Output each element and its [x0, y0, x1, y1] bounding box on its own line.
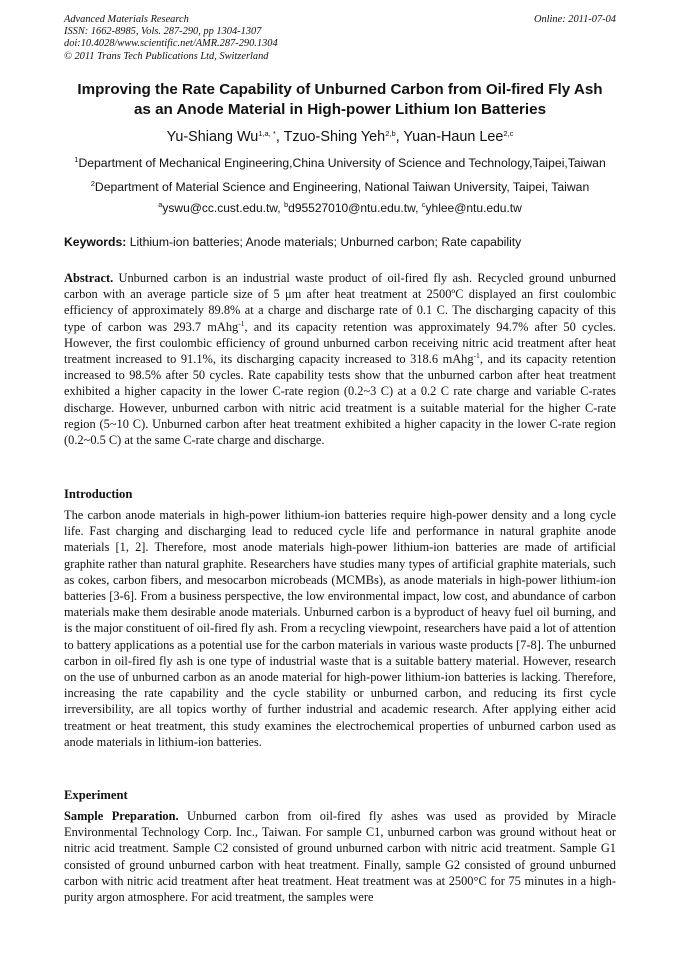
keywords — [64, 235, 616, 250]
introduction-heading: Introduction — [64, 487, 133, 501]
author-separator: , — [275, 129, 284, 145]
abstract-text-2: , and its capacity retention was approximately 94.7% after 50 cycles. However, the first coulombic efficiency of ground unburned carbon receiving nitric acid treatment after heat treatment increased to 91.1%, its discharging capacity increased to 318.6 mAhg — [64, 319, 616, 367]
author-affiliation-mark: 2,b — [385, 129, 396, 138]
author-name: Yu-Shiang Wu — [166, 129, 259, 145]
doi-line: doi:10.4028/www.scientific.net/AMR.287-290.1304 — [64, 38, 278, 50]
abstract-label: Abstract. — [64, 271, 114, 285]
author-name: Tzuo-Shing Yeh — [283, 129, 386, 145]
abstract — [64, 270, 616, 448]
keywords-text: Lithium-ion batteries; Anode materials; Unburned carbon; Rate capability — [126, 235, 522, 249]
email-c[interactable]: yhlee@ntu.edu.tw — [425, 201, 522, 215]
author-name: Yuan-Haun Lee — [403, 129, 504, 145]
sample-preparation-text: Unburned carbon from oil-fired fly ashes was used as provided by Miracle Environmental Technology Corp. Inc., Taiwan. For sample C1, unburned carbon was ground without heat or nitric acid treatment. Sample C2 consisted of ground unburned carbon with nitric acid treatment. Sample G1 consisted of ground unburned carbon with heat treatment. Finally, sample G2 consisted of ground unburned carbon with nitric acid treatment after heat treatment. Heat treatment was at 2500°C for 75 minutes in a high-purity argon atmosphere. For acid treatment, the samples were — [64, 809, 617, 905]
unit-exponent: -1 — [238, 318, 245, 328]
affiliation-number: 2 — [90, 179, 95, 188]
email-a[interactable]: yswu@cc.cust.edu.tw, — [162, 201, 284, 215]
email-mark: a — [158, 200, 163, 209]
title-line-2: as an Anode Material in High-power Lithium Ion Batteries — [133, 101, 547, 118]
author-emails — [40, 201, 640, 216]
abstract-text-1: Unburned carbon is an industrial waste product of oil-fired fly ash. Recycled ground unburned carbon with an average particle size of 5 μm after heat treatment at 2500ºC displayed an first coulombic efficiency of approximately 89.8% at a charge and discharge rate of 0.1 C. The discharging capacity of this type of carbon was 293.7 mAhg — [64, 271, 616, 334]
paper-title — [56, 80, 624, 120]
email-mark: c — [421, 200, 426, 209]
author-affiliation-mark: 1,a, * — [258, 129, 276, 138]
journal-header — [64, 14, 616, 63]
affiliation-number: 1 — [74, 155, 79, 164]
author-affiliation-mark: 2,c — [503, 129, 514, 138]
affiliation-1 — [40, 156, 640, 171]
introduction-text: The carbon anode materials in high-power lithium-ion batteries require high-power density and a long cycle life. Fast charging and discharging lead to reduced cycle life and performance in natural graphite anode materials [1, 2]. Therefore, most anode materials high-power lithium-ion batteries are made of artificial graphite rather than natural graphite. Researchers have studies many types of artificial graphite materials, such as cokes, carbon fibers, and mesocarbon microbeads (MCMBs), as anode materials in high-power lithium-ion batteries [3-6]. From a business perspective, the low environmental impact, low cost, and abundance of carbon materials make them desirable anode materials. Unburned carbon is a byproduct of heavy fuel oil burning, and is the major constituent of oil-fired fly ash. From a recycling viewpoint, researchers have paid a lot of attention to battery applications as a potential use for the carbon materials in various waste products [7-8]. The unburned carbon in oil-fired fly ash is one type of industrial waste that is a suitable battery material. However, research on the use of unburned carbon as an anode material for high-power lithium-ion batteries is lacking. Therefore, increasing the rate capability and the cycle stability or unburned carbon, and reducing its first cycle irreversibility, are all topics worthy of further industrial and academic research. After applying either acid treatment or heat treatment, this study examines the electrochemical properties of unburned carbon used as anode materials in lithium-ion batteries. — [64, 508, 616, 749]
abstract-text-3: , and its capacity retention increased to 98.5% after 50 cycles. Rate capability tests show that the unburned carbon after heat treatment exhibited a higher capacity in the lower C-rate region (0.2~3 C) at a 0.2 C rate charge and variable C-rates discharge. However, unburned carbon with nitric acid treatment is a suitable material for the higher C-rate region (5~10 C). Unburned carbon after heat treatment exhibited a higher capacity in the lower C-rate region (0.2~0.5 C) at the same C-rate charge and discharge. — [64, 352, 616, 448]
author-list — [40, 128, 640, 146]
copyright-line: © 2011 Trans Tech Publications Ltd, Switzerland — [64, 50, 269, 62]
affiliation-2 — [40, 180, 640, 195]
experiment-heading: Experiment — [64, 788, 128, 802]
author-separator: , — [395, 129, 404, 145]
email-b[interactable]: d95527010@ntu.edu.tw, — [288, 201, 422, 215]
journal-name: Advanced Materials Research — [64, 14, 189, 25]
sample-preparation-label: Sample Preparation. — [64, 809, 179, 823]
keywords-label: Keywords: — [64, 235, 127, 249]
title-line-1: Improving the Rate Capability of Unburned Carbon from Oil-fired Fly Ash — [77, 81, 603, 98]
email-mark: b — [283, 200, 289, 209]
online-date: Online: 2011-07-04 — [533, 14, 616, 25]
affiliation-text: Department of Material Science and Engineering, National Taiwan University, Taipei, Taiwan — [94, 180, 590, 194]
affiliation-text: Department of Mechanical Engineering,China University of Science and Technology,Taipei,Taiwan — [78, 156, 606, 170]
experiment-text — [64, 808, 616, 905]
issn-line: ISSN: 1662-8985, Vols. 287-290, pp 1304-1307 — [64, 26, 262, 38]
unit-exponent: -1 — [473, 351, 480, 361]
